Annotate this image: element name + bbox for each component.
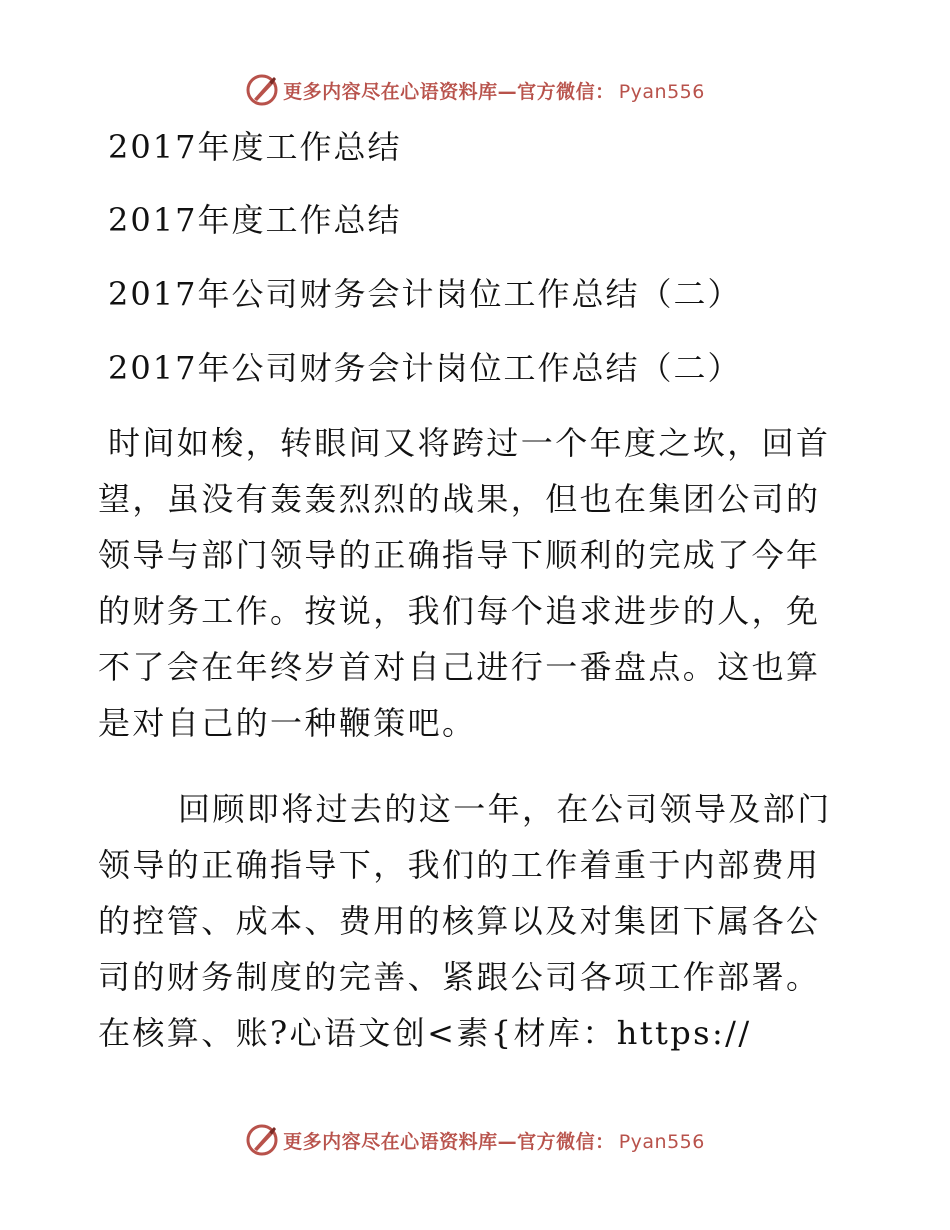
watermark-text bbox=[283, 77, 705, 104]
watermark-label: 官方微信： bbox=[517, 1130, 615, 1153]
watermark-slogan: 更多内容尽在心语资料库— bbox=[283, 1130, 518, 1153]
pen-logo-icon bbox=[245, 1123, 279, 1157]
heading-2: 2017年度工作总结 bbox=[108, 201, 402, 239]
paragraph-1-text: 时间如梭，转眼间又将跨过一个年度之坎，回首望，虽没有轰轰烈烈的战果，但也在集团公司的领导与部门领导的正确指导下顺利的完成了今年的财务工作。按说，我们每个追求进步的人，免不了会在年终岁首对自己进行一番盘点。这也算是对自己的一种鞭策吧。 bbox=[98, 424, 831, 742]
heading-4: 2017年公司财务会计岗位工作总结（二） bbox=[108, 349, 742, 387]
heading-1: 2017年度工作总结 bbox=[108, 128, 402, 166]
watermark-slogan: 更多内容尽在心语资料库— bbox=[283, 80, 518, 103]
watermark-text bbox=[283, 1127, 705, 1154]
pen-logo-icon bbox=[245, 73, 279, 107]
paragraph-1 bbox=[98, 415, 850, 751]
watermark-account: Pyan556 bbox=[618, 80, 705, 103]
footer-watermark bbox=[0, 1120, 950, 1160]
watermark-account: Pyan556 bbox=[618, 1130, 705, 1153]
heading-3: 2017年公司财务会计岗位工作总结（二） bbox=[108, 275, 742, 313]
header-watermark bbox=[0, 70, 950, 110]
paragraph-2: 回顾即将过去的这一年，在公司领导及部门领导的正确指导下，我们的工作着重于内部费用的控管、成本、费用的核算以及对集团下属各公司的财务制度的完善、紧跟公司各项工作部署。在核算、账?心语文创<素{材库：https:// bbox=[98, 790, 832, 1052]
watermark-label: 官方微信： bbox=[517, 80, 615, 103]
